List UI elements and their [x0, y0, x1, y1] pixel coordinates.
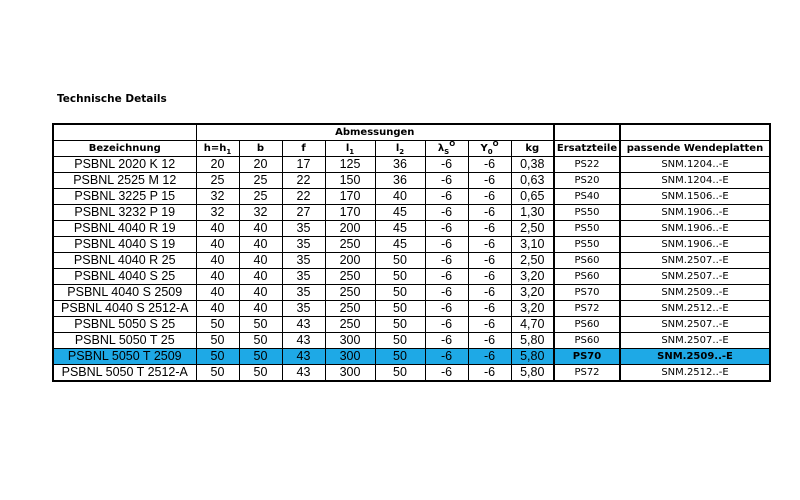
cell-b: 50 [239, 365, 282, 382]
cell-b: 32 [239, 205, 282, 221]
cell-bezeichnung: PSBNL 4040 R 19 [53, 221, 196, 237]
col-header-lambda: $\lambda_S^O$ [425, 141, 468, 157]
cell-wendeplatten: SNM.1906..-E [620, 221, 770, 237]
cell-gamma: -6 [468, 301, 511, 317]
cell-h: 32 [196, 205, 239, 221]
cell-l1: 200 [325, 253, 375, 269]
cell-kg: 3,20 [511, 269, 554, 285]
cell-l1: 150 [325, 173, 375, 189]
cell-l2: 50 [375, 269, 425, 285]
spec-table [52, 123, 771, 382]
cell-ersatzteile: PS70 [554, 349, 620, 365]
table-row [53, 237, 770, 253]
cell-ersatzteile: PS20 [554, 173, 620, 189]
cell-l2: 45 [375, 205, 425, 221]
cell-wendeplatten: SNM.1906..-E [620, 237, 770, 253]
cell-lambda: -6 [425, 317, 468, 333]
abmessungen-header: Abmessungen [196, 124, 554, 141]
cell-b: 50 [239, 349, 282, 365]
cell-lambda: -6 [425, 365, 468, 382]
empty-header-cell [620, 124, 770, 141]
column-header-row [53, 141, 770, 157]
cell-b: 40 [239, 237, 282, 253]
cell-l1: 170 [325, 205, 375, 221]
cell-wendeplatten: SNM.1204..-E [620, 157, 770, 173]
cell-l2: 45 [375, 221, 425, 237]
table-row [53, 349, 770, 365]
col-header-l2: $l_2$ [375, 141, 425, 157]
cell-bezeichnung: PSBNL 2020 K 12 [53, 157, 196, 173]
cell-kg: 5,80 [511, 349, 554, 365]
col-header-l1: $l_1$ [325, 141, 375, 157]
cell-gamma: -6 [468, 189, 511, 205]
cell-ersatzteile: PS40 [554, 189, 620, 205]
cell-l1: 300 [325, 333, 375, 349]
cell-ersatzteile: PS22 [554, 157, 620, 173]
cell-ersatzteile: PS70 [554, 285, 620, 301]
cell-bezeichnung: PSBNL 3225 P 15 [53, 189, 196, 205]
cell-lambda: -6 [425, 285, 468, 301]
table-row [53, 365, 770, 382]
cell-kg: 0,38 [511, 157, 554, 173]
cell-l1: 300 [325, 349, 375, 365]
cell-bezeichnung: PSBNL 4040 S 2512-A [53, 301, 196, 317]
cell-f: 17 [282, 157, 325, 173]
cell-h: 40 [196, 237, 239, 253]
cell-l1: 300 [325, 365, 375, 382]
cell-b: 20 [239, 157, 282, 173]
table-row [53, 173, 770, 189]
cell-kg: 4,70 [511, 317, 554, 333]
table-row [53, 253, 770, 269]
group-header-row [53, 124, 770, 141]
table-row [53, 285, 770, 301]
cell-gamma: -6 [468, 317, 511, 333]
cell-b: 25 [239, 189, 282, 205]
cell-wendeplatten: SNM.1506..-E [620, 189, 770, 205]
cell-gamma: -6 [468, 349, 511, 365]
cell-ersatzteile: PS60 [554, 269, 620, 285]
cell-h: 40 [196, 285, 239, 301]
cell-l2: 45 [375, 237, 425, 253]
cell-lambda: -6 [425, 157, 468, 173]
cell-bezeichnung: PSBNL 4040 S 19 [53, 237, 196, 253]
cell-kg: 3,10 [511, 237, 554, 253]
cell-kg: 3,20 [511, 301, 554, 317]
cell-wendeplatten: SNM.2509..-E [620, 349, 770, 365]
cell-gamma: -6 [468, 253, 511, 269]
cell-l2: 50 [375, 365, 425, 382]
cell-gamma: -6 [468, 157, 511, 173]
cell-h: 40 [196, 269, 239, 285]
cell-lambda: -6 [425, 349, 468, 365]
cell-b: 40 [239, 221, 282, 237]
cell-b: 50 [239, 333, 282, 349]
cell-lambda: -6 [425, 173, 468, 189]
cell-b: 40 [239, 269, 282, 285]
cell-h: 40 [196, 221, 239, 237]
cell-l2: 50 [375, 285, 425, 301]
cell-l1: 170 [325, 189, 375, 205]
table-row [53, 317, 770, 333]
cell-gamma: -6 [468, 269, 511, 285]
cell-lambda: -6 [425, 221, 468, 237]
cell-l2: 40 [375, 189, 425, 205]
cell-wendeplatten: SNM.2507..-E [620, 333, 770, 349]
cell-wendeplatten: SNM.2512..-E [620, 365, 770, 382]
cell-h: 32 [196, 189, 239, 205]
cell-ersatzteile: PS72 [554, 301, 620, 317]
cell-gamma: -6 [468, 237, 511, 253]
cell-gamma: -6 [468, 365, 511, 382]
col-header-bezeichnung: Bezeichnung [53, 141, 196, 157]
cell-ersatzteile: PS50 [554, 221, 620, 237]
cell-b: 50 [239, 317, 282, 333]
cell-kg: 5,80 [511, 333, 554, 349]
table-row [53, 205, 770, 221]
cell-f: 35 [282, 221, 325, 237]
cell-l1: 250 [325, 237, 375, 253]
cell-l2: 50 [375, 253, 425, 269]
table-row [53, 157, 770, 173]
cell-kg: 0,63 [511, 173, 554, 189]
empty-header-cell [554, 124, 620, 141]
cell-wendeplatten: SNM.1906..-E [620, 205, 770, 221]
cell-ersatzteile: PS50 [554, 237, 620, 253]
cell-lambda: -6 [425, 189, 468, 205]
cell-h: 25 [196, 173, 239, 189]
cell-b: 25 [239, 173, 282, 189]
cell-l1: 250 [325, 269, 375, 285]
cell-bezeichnung: PSBNL 5050 T 2509 [53, 349, 196, 365]
cell-f: 43 [282, 317, 325, 333]
cell-bezeichnung: PSBNL 3232 P 19 [53, 205, 196, 221]
cell-h: 50 [196, 365, 239, 382]
col-header-kg: kg [511, 141, 554, 157]
col-header-ersatzteile: Ersatzteile [554, 141, 620, 157]
cell-f: 35 [282, 301, 325, 317]
cell-l1: 250 [325, 285, 375, 301]
cell-wendeplatten: SNM.2507..-E [620, 317, 770, 333]
cell-bezeichnung: PSBNL 4040 S 25 [53, 269, 196, 285]
cell-lambda: -6 [425, 253, 468, 269]
cell-f: 35 [282, 285, 325, 301]
cell-f: 43 [282, 349, 325, 365]
page-title: Technische Details [57, 93, 167, 105]
col-header-gamma: $Y_0^O$ [468, 141, 511, 157]
cell-f: 43 [282, 365, 325, 382]
cell-kg: 5,80 [511, 365, 554, 382]
cell-h: 50 [196, 333, 239, 349]
cell-gamma: -6 [468, 221, 511, 237]
cell-kg: 0,65 [511, 189, 554, 205]
cell-gamma: -6 [468, 333, 511, 349]
cell-bezeichnung: PSBNL 5050 T 25 [53, 333, 196, 349]
cell-b: 40 [239, 301, 282, 317]
cell-lambda: -6 [425, 269, 468, 285]
cell-f: 22 [282, 189, 325, 205]
empty-header-cell [53, 124, 196, 141]
cell-l1: 250 [325, 301, 375, 317]
col-header-wendeplatten: passende Wendeplatten [620, 141, 770, 157]
cell-bezeichnung: PSBNL 4040 S 2509 [53, 285, 196, 301]
cell-kg: 2,50 [511, 253, 554, 269]
cell-h: 50 [196, 349, 239, 365]
cell-l1: 200 [325, 221, 375, 237]
cell-kg: 2,50 [511, 221, 554, 237]
cell-gamma: -6 [468, 285, 511, 301]
cell-l2: 50 [375, 301, 425, 317]
cell-b: 40 [239, 285, 282, 301]
cell-l2: 36 [375, 157, 425, 173]
cell-ersatzteile: PS50 [554, 205, 620, 221]
col-header-b: b [239, 141, 282, 157]
cell-l2: 50 [375, 333, 425, 349]
cell-l2: 50 [375, 349, 425, 365]
table-row [53, 221, 770, 237]
cell-wendeplatten: SNM.2507..-E [620, 269, 770, 285]
cell-h: 40 [196, 253, 239, 269]
cell-f: 43 [282, 333, 325, 349]
cell-wendeplatten: SNM.2512..-E [620, 301, 770, 317]
cell-wendeplatten: SNM.2507..-E [620, 253, 770, 269]
cell-l2: 36 [375, 173, 425, 189]
cell-bezeichnung: PSBNL 2525 M 12 [53, 173, 196, 189]
col-header-h: $h=h_1$ [196, 141, 239, 157]
table-row [53, 333, 770, 349]
cell-bezeichnung: PSBNL 5050 T 2512-A [53, 365, 196, 382]
col-header-f: f [282, 141, 325, 157]
table-row [53, 189, 770, 205]
cell-f: 22 [282, 173, 325, 189]
cell-ersatzteile: PS60 [554, 317, 620, 333]
cell-lambda: -6 [425, 237, 468, 253]
cell-wendeplatten: SNM.1204..-E [620, 173, 770, 189]
cell-f: 35 [282, 269, 325, 285]
table-row [53, 269, 770, 285]
cell-gamma: -6 [468, 173, 511, 189]
cell-l1: 250 [325, 317, 375, 333]
cell-ersatzteile: PS60 [554, 253, 620, 269]
cell-lambda: -6 [425, 205, 468, 221]
cell-bezeichnung: PSBNL 5050 S 25 [53, 317, 196, 333]
cell-gamma: -6 [468, 205, 511, 221]
cell-h: 40 [196, 301, 239, 317]
cell-b: 40 [239, 253, 282, 269]
cell-lambda: -6 [425, 301, 468, 317]
cell-h: 20 [196, 157, 239, 173]
cell-ersatzteile: PS60 [554, 333, 620, 349]
cell-ersatzteile: PS72 [554, 365, 620, 382]
cell-f: 27 [282, 205, 325, 221]
cell-kg: 1,30 [511, 205, 554, 221]
cell-f: 35 [282, 253, 325, 269]
cell-bezeichnung: PSBNL 4040 R 25 [53, 253, 196, 269]
cell-l1: 125 [325, 157, 375, 173]
cell-h: 50 [196, 317, 239, 333]
table-row [53, 301, 770, 317]
cell-l2: 50 [375, 317, 425, 333]
cell-f: 35 [282, 237, 325, 253]
cell-kg: 3,20 [511, 285, 554, 301]
cell-wendeplatten: SNM.2509..-E [620, 285, 770, 301]
cell-lambda: -6 [425, 333, 468, 349]
